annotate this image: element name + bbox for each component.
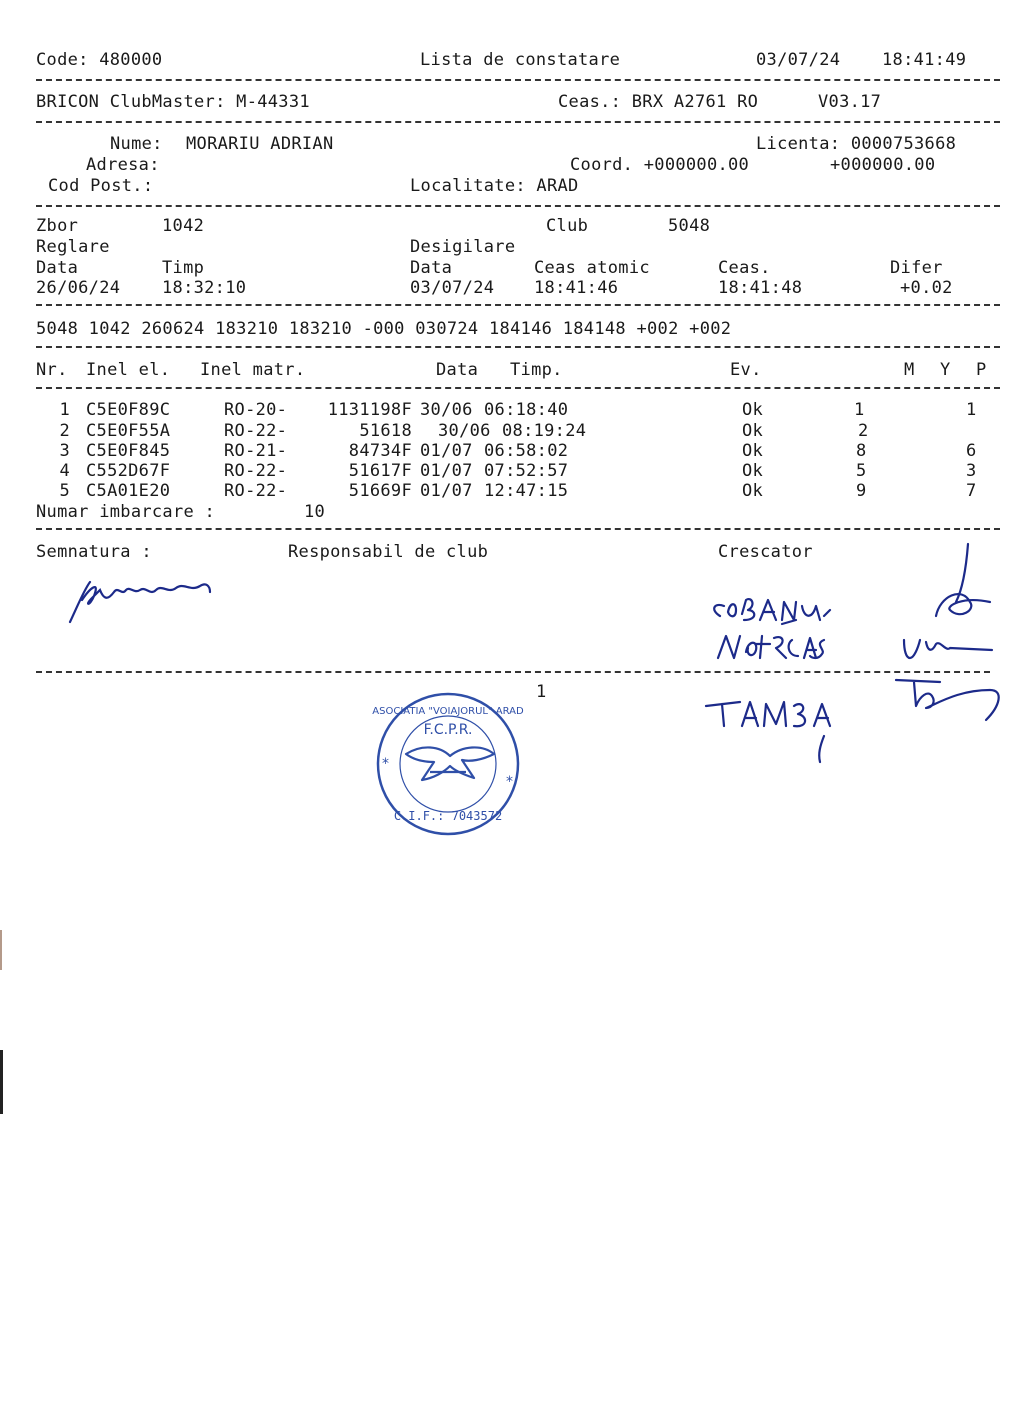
breeder-signatures-image [700,540,1020,770]
row-inel-el: C5E0F55A [86,421,171,441]
svg-text:*: * [506,774,513,790]
row-nr: 1 [59,400,70,420]
row-ev: Ok [742,441,764,461]
row-ev: Ok [742,421,764,441]
signature-image [60,570,230,630]
row-p: 1 [966,400,977,420]
row-prefix: RO-21- [224,441,288,461]
document-title: Lista de constatare [420,50,621,70]
row-data: 01/07 [420,481,473,501]
print-time: 18:41:49 [882,50,967,70]
scan-edge-artifact [0,930,2,970]
name-label: Nume: [110,134,163,154]
boarding-label: Numar imbarcare : [36,502,216,522]
club-responsible-label: Responsabil de club [288,542,489,562]
row-inel-el: C5E0F845 [86,441,171,461]
divider [36,387,1000,389]
reglare-time: 18:32:10 [162,278,247,298]
club-label: Club [546,216,589,236]
row-prefix: RO-22- [224,461,288,481]
col-y: Y [940,360,951,380]
scan-edge-artifact [0,1050,3,1114]
divider [36,528,1000,530]
col-ev: Ev. [730,360,762,380]
atomic-label: Ceas atomic [534,258,650,278]
zbor-label: Zbor [36,216,79,236]
col-p: P [976,360,987,380]
data-label: Data [36,258,79,278]
col-inel-el: Inel el. [86,360,171,380]
difer-label: Difer [890,258,943,278]
coord2: +000000.00 [830,155,936,175]
license: Licenta: 0000753668 [756,134,957,154]
device-clock: Ceas.: BRX A2761 RO [558,92,759,112]
pigeon-icon [406,747,494,780]
signature-label: Semnatura : [36,542,152,562]
row-data: 30/06 [420,400,473,420]
locality: Localitate: ARAD [410,176,579,196]
association-stamp [370,690,530,840]
timp-label: Timp [162,258,205,278]
svg-text:*: * [382,756,389,772]
page-number: 1 [536,682,547,702]
row-m: 8 [856,441,867,461]
row-m: 1 [854,400,865,420]
row-prefix: RO-22- [224,421,288,441]
row-p: 6 [966,441,977,461]
row-timp: 06:58:02 [484,441,569,461]
row-timp: 12:47:15 [484,481,569,501]
col-data: Data [436,360,479,380]
desigilare-date: 03/07/24 [410,278,495,298]
desigilare-label: Desigilare [410,237,516,257]
row-m: 9 [856,481,867,501]
print-date: 03/07/24 [756,50,841,70]
row-p: 3 [966,461,977,481]
divider [36,79,1000,81]
ceas-time: 18:41:48 [718,278,803,298]
address-label: Adresa: [86,155,160,175]
row-timp: 07:52:57 [484,461,569,481]
divider [36,205,1000,207]
club-value: 5048 [668,216,711,236]
row-inel-matr: 51669F [348,481,412,501]
row-nr: 5 [59,481,70,501]
boarding-count: 10 [304,502,326,522]
device-system: BRICON ClubMaster: M-44331 [36,92,310,112]
row-inel-el: C5A01E20 [86,481,171,501]
row-inel-matr: 84734F [348,441,412,461]
col-timp: Timp. [510,360,563,380]
row-m: 2 [858,421,869,441]
row-prefix: RO-22- [224,481,288,501]
row-ev: Ok [742,461,764,481]
stamp-org: F.C.P.R. [423,722,473,738]
row-inel-el: C5E0F89C [86,400,171,420]
postcode-label: Cod Post.: [48,176,154,196]
row-prefix: RO-20- [224,400,288,420]
row-inel-matr: 51617F [348,461,412,481]
owner-name: MORARIU ADRIAN [186,134,334,154]
row-inel-el: C552D67F [86,461,171,481]
code-line: 5048 1042 260624 183210 183210 -000 030724 184146 184148 +002 +002 [36,319,732,339]
ceas-label: Ceas. [718,258,771,278]
row-data: 01/07 [420,441,473,461]
row-m: 5 [856,461,867,481]
device-version: V03.17 [818,92,882,112]
data2-label: Data [410,258,453,278]
divider [36,304,1000,306]
row-inel-matr: 1131198F [327,400,412,420]
breeder-label: Crescator [718,542,813,562]
col-nr: Nr. [36,360,68,380]
document-code: Code: 480000 [36,50,163,70]
row-data: 30/06 [438,421,491,441]
reglare-label: Reglare [36,237,110,257]
row-nr: 3 [59,441,70,461]
col-m: M [904,360,915,380]
row-nr: 2 [59,421,70,441]
zbor-value: 1042 [162,216,205,236]
row-timp: 08:19:24 [502,421,587,441]
reglare-date: 26/06/24 [36,278,121,298]
row-ev: Ok [742,400,764,420]
difer-value: +0.02 [900,278,953,298]
row-timp: 06:18:40 [484,400,569,420]
divider [36,121,1000,123]
col-inel-matr: Inel matr. [200,360,306,380]
stamp-top-text: ASOCIATIA "VOIAJORUL" ARAD [372,706,524,717]
row-ev: Ok [742,481,764,501]
coord: Coord. +000000.00 [570,155,750,175]
row-p: 7 [966,481,977,501]
divider [36,346,1000,348]
row-nr: 4 [59,461,70,481]
stamp-cif: C.I.F.: 7043572 [393,809,503,823]
row-data: 01/07 [420,461,473,481]
atomic-time: 18:41:46 [534,278,619,298]
row-inel-matr: 51618 [359,421,412,441]
